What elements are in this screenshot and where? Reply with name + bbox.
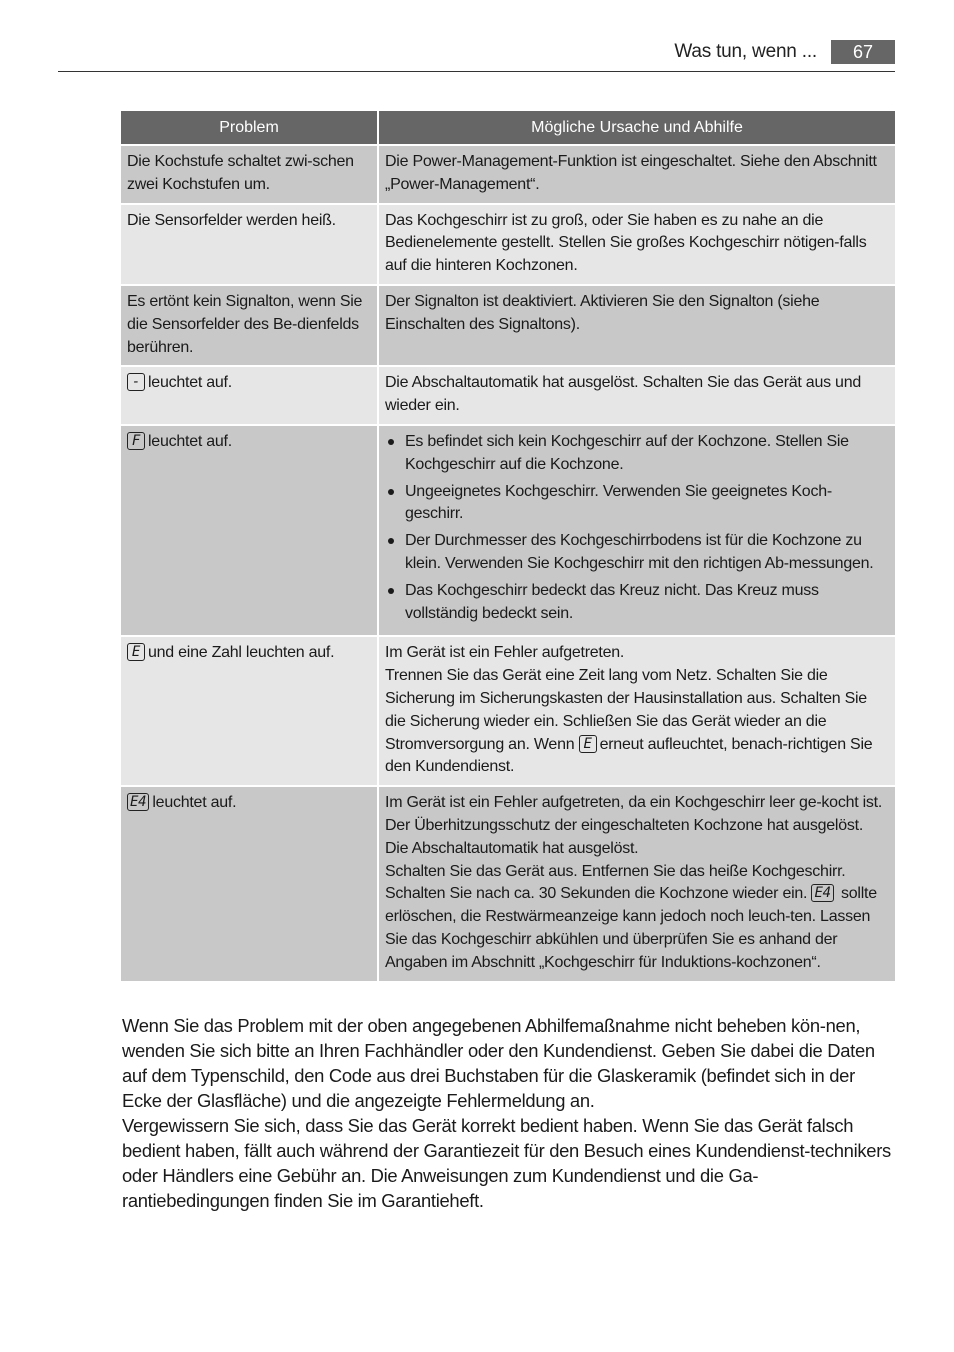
table-row [121, 787, 895, 982]
cause-list [385, 431, 889, 625]
table-row [121, 367, 895, 426]
list-item: Das Kochgeschirr bedeckt das Kreuz nicht. Das Kreuz muss vollständig bedeckt sein. [385, 580, 889, 626]
solution-text [385, 861, 889, 975]
problem-text: und eine Zahl leuchten auf. [148, 644, 335, 662]
solution-text-part: sollte erlöschen, die Restwärmeanzeige kann jedoch noch leuch-ten. Lassen Sie das Kochgeschirr abkühlen und überprüfen Sie es anhand der Angaben im Abschnitt „Kochgeschirr für Induktions-kochzonen“. [385, 885, 877, 971]
display-symbol-f: F [127, 432, 145, 450]
solution-text-part: Schalten Sie das Gerät aus. Entfernen Sie das heiße Kochgeschirr. Schalten Sie nach ca. 30 Sekunden die Kochzone wieder ein. [385, 862, 846, 903]
problem-cell: Die Sensorfelder werden heiß. [121, 205, 379, 286]
solution-cell: Die Abschaltautomatik hat ausgelöst. Schalten Sie das Gerät aus und wieder ein. [379, 367, 895, 426]
problem-cell [121, 637, 379, 787]
solution-text-part: Trennen Sie das Gerät eine Zeit lang vom Netz. Schalten Sie die Sicherung im Sicherungskasten der Hausinstallation aus. Schalten Sie die Sicherung wieder ein. Schließen Sie das Gerät wieder an die Stromversorgung an. Wenn [385, 667, 867, 753]
display-symbol-e4: E4 [127, 793, 149, 811]
body-text [122, 1013, 894, 1213]
section-title: Was tun, wenn ... [674, 41, 817, 62]
solution-cell: Die Power-Management-Funktion ist eingeschaltet. Siehe den Abschnitt „Power-Management“. [379, 146, 895, 205]
solution-cell: Der Signalton ist deaktiviert. Aktivieren Sie den Signalton (siehe Einschalten des Signaltons). [379, 286, 895, 367]
display-symbol-e: E [579, 735, 597, 753]
problem-cell: Es ertönt kein Signalton, wenn Sie die Sensorfelder des Be-dienfelds berühren. [121, 286, 379, 367]
list-item: Ungeeignetes Kochgeschirr. Verwenden Sie geeignetes Koch-geschirr. [385, 481, 889, 527]
solution-cell [379, 787, 895, 982]
solution-cell: Das Kochgeschirr ist zu groß, oder Sie haben es zu nahe an die Bedienelemente gestellt. Stellen Sie großes Kochgeschirr nötigen-falls auf die hinteren Kochzonen. [379, 205, 895, 286]
problem-cell [121, 367, 379, 426]
problem-cell [121, 426, 379, 637]
page-header [58, 40, 895, 72]
table-row [121, 286, 895, 367]
problem-text: leuchtet auf. [148, 432, 232, 450]
problem-cell [121, 787, 379, 982]
table-row [121, 637, 895, 787]
solution-line: Im Gerät ist ein Fehler aufgetreten. [385, 644, 625, 662]
solution-text [385, 665, 889, 779]
solution-cell [379, 426, 895, 637]
display-symbol-e4: E4 [811, 884, 833, 902]
problem-cell: Die Kochstufe schaltet zwi-schen zwei Kochstufen um. [121, 146, 379, 205]
paragraph: Vergewissern Sie sich, dass Sie das Gerät korrekt bedient haben. Wenn Sie das Gerät falsch bedient haben, fällt auch während der Garantiezeit für den Besuch eines Kundendienst-technikers oder Händlers eine Gebühr an. Die Anweisungen zum Kundendienst und die Ga-rantiebedingungen finden Sie im Garantieheft. [122, 1115, 891, 1211]
table-row [121, 146, 895, 205]
troubleshooting-table [121, 111, 895, 983]
table-row [121, 205, 895, 286]
list-item: Es befindet sich kein Kochgeschirr auf der Kochzone. Stellen Sie Kochgeschirr auf die Kochzone. [385, 431, 889, 477]
table-header-row [121, 111, 895, 146]
solution-text-part: erneut aufleuchtet, benach-richtigen Sie den Kundendienst. [385, 735, 873, 776]
table-row [121, 426, 895, 637]
solution-cell [379, 637, 895, 787]
problem-text: leuchtet auf. [152, 794, 237, 812]
display-symbol-dash: - [127, 373, 145, 391]
page-number: 67 [831, 40, 895, 64]
column-header-solution: Mögliche Ursache und Abhilfe [379, 111, 895, 146]
column-header-problem: Problem [121, 111, 379, 146]
problem-text: leuchtet auf. [148, 374, 232, 392]
display-symbol-e: E [127, 643, 145, 661]
solution-line: Im Gerät ist ein Fehler aufgetreten, da ein Kochgeschirr leer ge-kocht ist. Der Überhitzungsschutz der eingeschalteten Kochzone hat ausgelöst. Die Abschaltautomatik hat ausgelöst. [385, 794, 883, 857]
list-item: Der Durchmesser des Kochgeschirrbodens ist für die Kochzone zu klein. Verwenden Sie Kochgeschirr mit den richtigen Ab-messungen. [385, 530, 889, 576]
paragraph: Wenn Sie das Problem mit der oben angegebenen Abhilfemaßnahme nicht beheben kön-nen, wenden Sie sich bitte an Ihren Fachhändler oder den Kundendienst. Geben Sie dabei die Daten auf dem Typenschild, den Code aus drei Buchstaben für die Glaskeramik (befindet sich in der Ecke der Glasfläche) und die angezeigte Fehlermeldung an. [122, 1015, 875, 1111]
